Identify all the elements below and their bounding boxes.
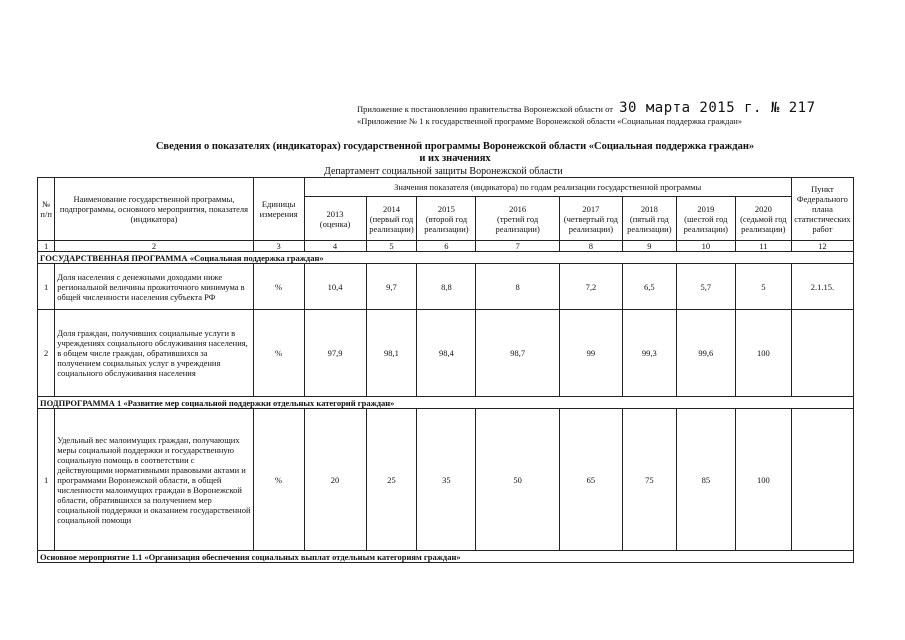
header-year-2017: 2017 (четвертый год реализации) xyxy=(559,197,622,241)
row-value: 7,2 xyxy=(559,264,622,310)
title-line-2: и их значениях xyxy=(419,153,491,164)
row-unit: % xyxy=(253,409,304,551)
row-plan xyxy=(791,409,853,551)
row-value: 20 xyxy=(304,409,366,551)
col-number: 3 xyxy=(253,241,304,252)
header-year-2013: 2013 (оценка) xyxy=(304,197,366,241)
col-number: 10 xyxy=(676,241,735,252)
row-name: Доля граждан, получивших социальные услуги в учреждениях социального обслуживания населения, в общем числе граждан, обратившихся за получением социальных услуг в учреждения социального обслуживания населения xyxy=(55,310,253,397)
row-unit: % xyxy=(253,264,304,310)
row-name: Удельный вес малоимущих граждан, получающих меры социальной поддержки и государственную социальную помощь в соответствии с действующими нормативными правовыми актами и программами Воронежской области, в общей численности малоимущих граждан в Воронежской области, обратившихся за получением мер социальной поддержки и оказанием государственной социальной помощи xyxy=(55,409,253,551)
row-num: 1 xyxy=(38,409,55,551)
row-value: 97,9 xyxy=(304,310,366,397)
row-value: 98,1 xyxy=(366,310,417,397)
table-row xyxy=(38,264,854,310)
col-number: 1 xyxy=(38,241,55,252)
department-name: Департамент социальной защиты Воронежской области xyxy=(324,166,563,177)
col-number: 8 xyxy=(559,241,622,252)
row-unit: % xyxy=(253,310,304,397)
header-line-2: «Приложение № 1 к государственной программе Воронежской области «Социальная поддержка граждан» xyxy=(357,116,743,126)
row-value: 85 xyxy=(676,409,735,551)
row-value: 99 xyxy=(559,310,622,397)
header-plan: Пункт Федерального плана статистических работ xyxy=(791,178,853,241)
row-value: 9,7 xyxy=(366,264,417,310)
header-name: Наименование государственной программы, подпрограммы, основного мероприятия, показателя (индикатора) xyxy=(55,178,253,241)
table-row xyxy=(38,310,854,397)
column-numbers-row xyxy=(38,241,854,252)
row-value: 8,8 xyxy=(417,264,476,310)
header-line-1 xyxy=(357,100,816,116)
row-value: 100 xyxy=(735,310,791,397)
table-row xyxy=(38,409,854,551)
row-value: 25 xyxy=(366,409,417,551)
row-value: 5 xyxy=(735,264,791,310)
row-plan xyxy=(791,310,853,397)
header-num: № п/п xyxy=(38,178,55,241)
col-number: 9 xyxy=(622,241,676,252)
title-line-1: Сведения о показателях (индикаторах) государственной программы Воронежской области «Социальная поддержка граждан» xyxy=(155,141,755,152)
row-value: 10,4 xyxy=(304,264,366,310)
row-num: 1 xyxy=(38,264,55,310)
row-value: 99,3 xyxy=(622,310,676,397)
row-value: 99,6 xyxy=(676,310,735,397)
col-number: 5 xyxy=(366,241,417,252)
header-year-2018: 2018 (пятый год реализации) xyxy=(622,197,676,241)
row-num: 2 xyxy=(38,310,55,397)
col-number: 12 xyxy=(791,241,853,252)
row-value: 50 xyxy=(476,409,559,551)
col-number: 7 xyxy=(476,241,559,252)
row-value: 35 xyxy=(417,409,476,551)
row-name: Доля населения с денежными доходами ниже региональной величины прожиточного минимума в общей численности населения субъекта РФ xyxy=(55,264,253,310)
row-value: 75 xyxy=(622,409,676,551)
row-value: 8 xyxy=(476,264,559,310)
header-year-2014: 2014 (первый год реализации) xyxy=(366,197,417,241)
handwritten-date-number: 30 марта 2015 г. № 217 xyxy=(619,100,816,116)
row-plan: 2.1.15. xyxy=(791,264,853,310)
row-value: 98,4 xyxy=(417,310,476,397)
row-value: 98,7 xyxy=(476,310,559,397)
row-value: 65 xyxy=(559,409,622,551)
indicators-table xyxy=(37,177,854,563)
row-value: 6,5 xyxy=(622,264,676,310)
header-year-2019: 2019 (шестой год реализации) xyxy=(676,197,735,241)
col-number: 11 xyxy=(735,241,791,252)
header-unit: Единицы измерения xyxy=(253,178,304,241)
header-approval-text: Приложение к постановлению правительства Воронежской области от xyxy=(357,104,613,114)
header-year-2016: 2016 (третий год реализации) xyxy=(476,197,559,241)
col-number: 4 xyxy=(304,241,366,252)
section-subprogram-title: ПОДПРОГРАММА 1 «Развитие мер социальной поддержки отдельных категорий граждан» xyxy=(38,397,854,409)
header-year-2015: 2015 (второй год реализации) xyxy=(417,197,476,241)
header-year-2020: 2020 (седьмой год реализации) xyxy=(735,197,791,241)
section-program-title: ГОСУДАРСТВЕННАЯ ПРОГРАММА «Социальная поддержка граждан» xyxy=(38,252,854,264)
header-years-group: Значения показателя (индикатора) по годам реализации государственной программы xyxy=(304,178,791,197)
col-number: 2 xyxy=(55,241,253,252)
row-value: 100 xyxy=(735,409,791,551)
section-measure-title: Основное мероприятие 1.1 «Организация обеспечения социальных выплат отдельным категориям граждан» xyxy=(38,551,854,563)
col-number: 6 xyxy=(417,241,476,252)
row-value: 5,7 xyxy=(676,264,735,310)
